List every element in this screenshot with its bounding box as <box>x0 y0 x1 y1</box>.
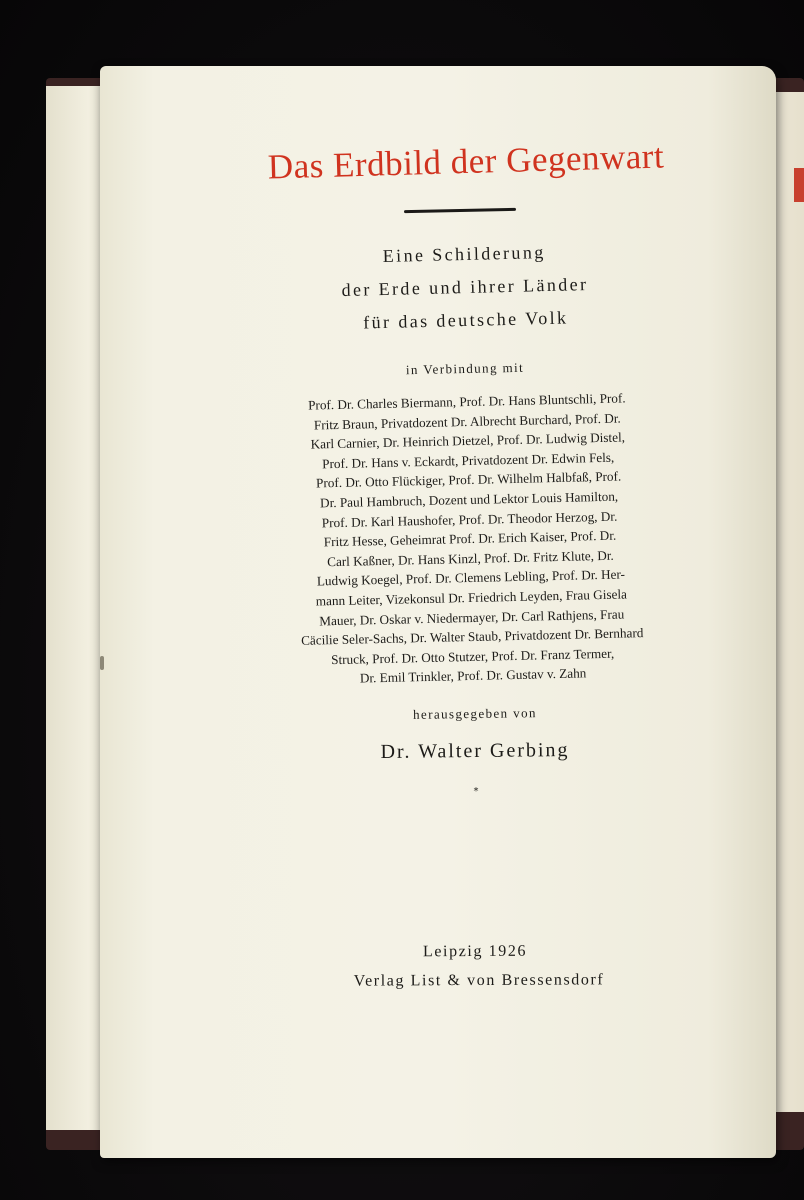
place-year: Leipzig 1926 <box>422 942 528 961</box>
ornament-asterisk: * <box>473 786 479 797</box>
contributor-line: Prof. Dr. Charles Biermann, Prof. Dr. Hans Bluntschli, Prof. <box>307 390 626 413</box>
facing-page-red-letter-fragment <box>794 168 804 202</box>
publisher: Verlag List & von Bressensdorf <box>353 971 605 990</box>
edited-by-label: herausgegeben von <box>412 705 537 722</box>
contributor-line: Fritz Hesse, Geheimrat Prof. Dr. Erich Kaiser, Prof. Dr. <box>323 527 617 550</box>
subtitle <box>249 233 681 342</box>
contributor-line: Dr. Paul Hambruch, Dozent und Lektor Louis Hamilton, <box>319 488 619 511</box>
contributor-line: Prof. Dr. Hans v. Eckardt, Privatdozent Dr. Edwin Fels, <box>322 449 615 472</box>
contributor-line: Mauer, Dr. Oskar v. Niedermayer, Dr. Carl Rathjens, Frau <box>319 606 625 628</box>
contributor-list <box>267 388 674 691</box>
contributor-line: mann Leiter, Vizekonsul Dr. Friedrich Leyden, Frau Gisela <box>315 586 628 609</box>
subtitle-line: der Erde und ihrer Länder <box>341 273 589 301</box>
contributor-line: Carl Kaßner, Dr. Hans Kinzl, Prof. Dr. Fritz Klute, Dr. <box>326 547 614 569</box>
contributor-line: Ludwig Koegel, Prof. Dr. Clemens Lebling, Prof. Dr. Her- <box>316 566 626 589</box>
editor-name: Dr. Walter Gerbing <box>380 739 570 763</box>
contributor-line: Karl Carnier, Dr. Heinrich Dietzel, Prof. Dr. Ludwig Distel, <box>310 429 626 452</box>
in-association-label: in Verbindung mit <box>405 359 525 378</box>
contributor-line: Prof. Dr. Otto Flückiger, Prof. Dr. Wilhelm Halbfaß, Prof. <box>315 468 622 491</box>
contributor-line: Prof. Dr. Karl Haushofer, Prof. Dr. Theodor Herzog, Dr. <box>321 508 618 530</box>
page-edge-mark <box>100 656 104 670</box>
subtitle-line: Eine Schilderung <box>382 242 546 266</box>
book-title: Das Erdbild der Gegenwart <box>267 136 665 187</box>
contributor-line: Fritz Braun, Privatdozent Dr. Albrecht Burchard, Prof. Dr. <box>313 410 621 433</box>
contributor-line: Cäcilie Seler-Sachs, Dr. Walter Staub, Privatdozent Dr. Bernhard <box>300 625 644 648</box>
subtitle-line: für das deutsche Volk <box>362 307 569 333</box>
contributor-line: Dr. Emil Trinkler, Prof. Dr. Gustav v. Zahn <box>359 665 587 686</box>
contributor-line: Struck, Prof. Dr. Otto Stutzer, Prof. Dr. Franz Termer, <box>330 645 615 667</box>
